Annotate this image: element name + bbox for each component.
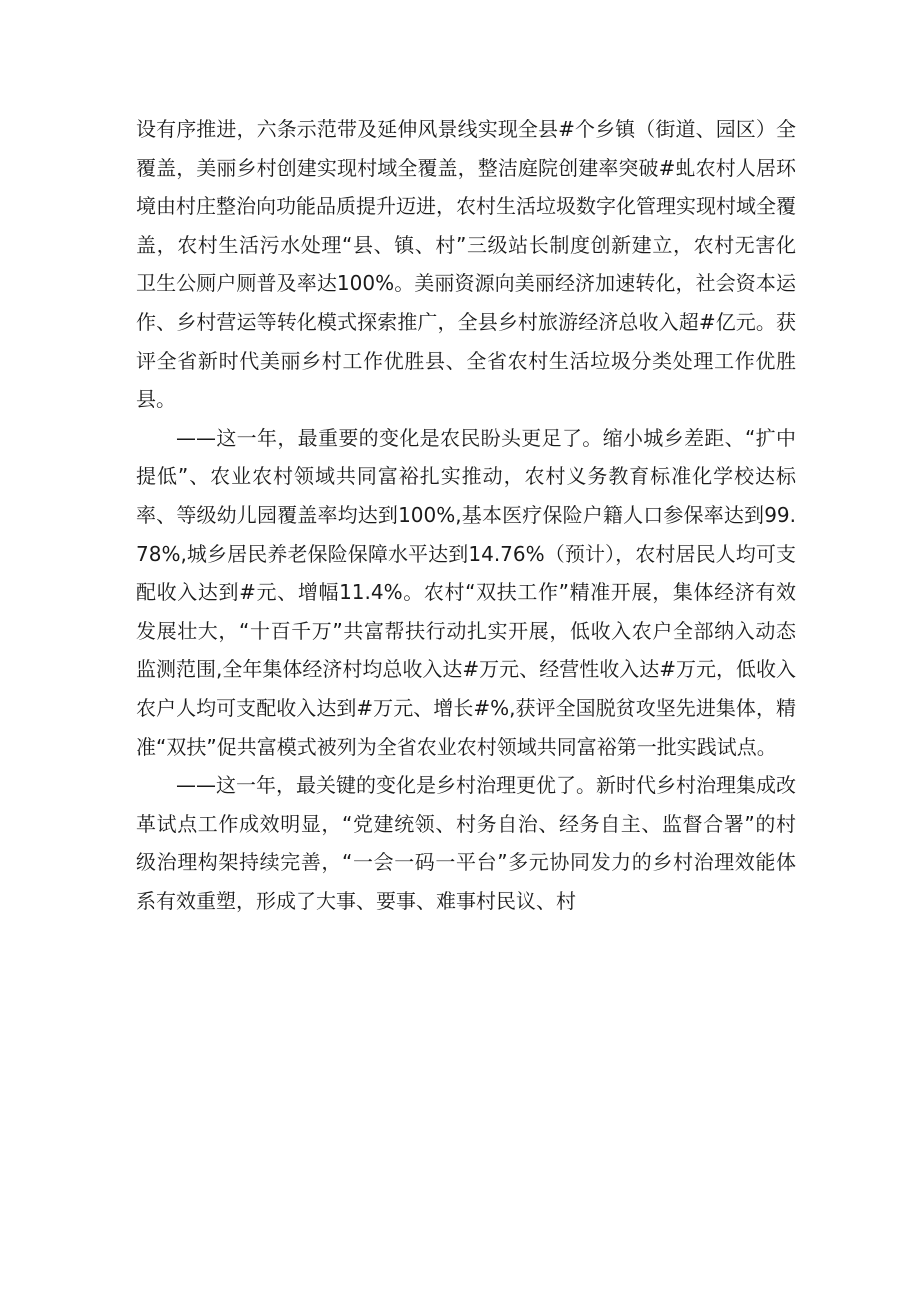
paragraph-farmer-hope: ——这一年，最重要的变化是农民盼头更足了。缩小城乡差距、“扩中提低”、农业农村领域共同富裕扎实推动，农村义务教育标准化学校达标率、等级幼儿园覆盖率均达到100%,基本医疗保险户籍人口参保率达到99.78%,城乡居民养老保险保障水平达到14.76%（预计），农村居民人均可支配收入达到#元、增幅11.4%。农村“双扶工作”精准开展，集体经济有效发展壮大，“十百千万”共富帮扶行动扎实开展，低收入农户全部纳入动态监测范围,全年集体经济村均总收入达#万元、经营性收入达#万元，低收入农户人均可支配收入达到#万元、增长#%,获评全国脱贫攻坚先进集体，精准“双扶”促共富模式被列为全省农业农村领域共同富裕第一批实践试点。 [136, 425, 796, 759]
document-body [136, 110, 796, 920]
paragraph-rural-governance: ——这一年，最关键的变化是乡村治理更优了。新时代乡村治理集成改革试点工作成效明显，“党建统领、村务自治、经务自主、监督合署”的村级治理构架持续完善，“一会一码一平台”多元协同发力的乡村治理效能体系有效重塑，形成了大事、要事、难事村民议、村 [136, 773, 796, 913]
paragraph-continuation: 设有序推进，六条示范带及延伸风景线实现全县#个乡镇（街道、园区）全覆盖，美丽乡村创建实现村域全覆盖，整洁庭院创建率突破#虬农村人居环境由村庄整治向功能品质提升迈进，农村生活垃圾数字化管理实现村域全覆盖，农村生活污水处理“县、镇、村”三级站长制度创新建立，农村无害化卫生公厕户厕普及率达100%。美丽资源向美丽经济加速转化，社会资本运作、乡村营运等转化模式探索推广，全县乡村旅游经济总收入超#亿元。获评全省新时代美丽乡村工作优胜县、全省农村生活垃圾分类处理工作优胜县。 [136, 117, 796, 412]
